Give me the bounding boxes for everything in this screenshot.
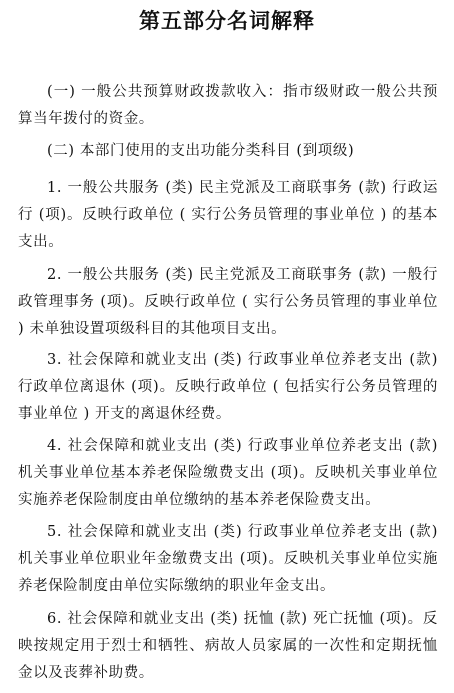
paragraph-item-6: 6. 社会保障和就业支出 (类) 抚恤 (款) 死亡抚恤 (项)。反映按规定用于烈士和牺牲、病故人员家属的一次性和定期抚恤金以及丧葬补助费。 — [18, 611, 438, 681]
paragraph-item-1: 1. 一般公共服务 (类) 民主党派及工商联事务 (款) 行政运行 (项)。反映行政单位 ( 实行公务员管理的事业单位 ) 的基本支出。 — [18, 180, 438, 250]
page-title: 第五部分名词解释 — [139, 9, 315, 33]
paragraph-subject-heading: (二) 本部门使用的支出功能分类科目 (到项级) — [47, 143, 355, 159]
paragraph-item-3: 3. 社会保障和就业支出 (类) 行政事业单位养老支出 (款) 行政单位离退休 (项)。反映行政单位 ( 包括实行公务员管理的事业单位 ) 开支的离退休经费。 — [18, 352, 438, 422]
paragraph-item-2: 2. 一般公共服务 (类) 民主党派及工商联事务 (款) 一般行政管理事务 (项)。反映行政单位 ( 实行公务员管理的事业单位 ) 未单独设置项级科目的其他项目支出。 — [18, 267, 438, 337]
paragraph-budget-revenue-definition: (一) 一般公共预算财政拨款收入：指市级财政一般公共预算当年拨付的资金。 — [18, 84, 438, 127]
paragraph-item-4: 4. 社会保障和就业支出 (类) 行政事业单位养老支出 (款) 机关事业单位基本养老保险缴费支出 (项)。反映机关事业单位实施养老保险制度由单位缴纳的基本养老保险费支出。 — [18, 438, 438, 508]
paragraph-item-5: 5. 社会保障和就业支出 (类) 行政事业单位养老支出 (款) 机关事业单位职业年金缴费支出 (项)。反映机关事业单位实施养老保险制度由单位实际缴纳的职业年金支出。 — [18, 524, 438, 594]
